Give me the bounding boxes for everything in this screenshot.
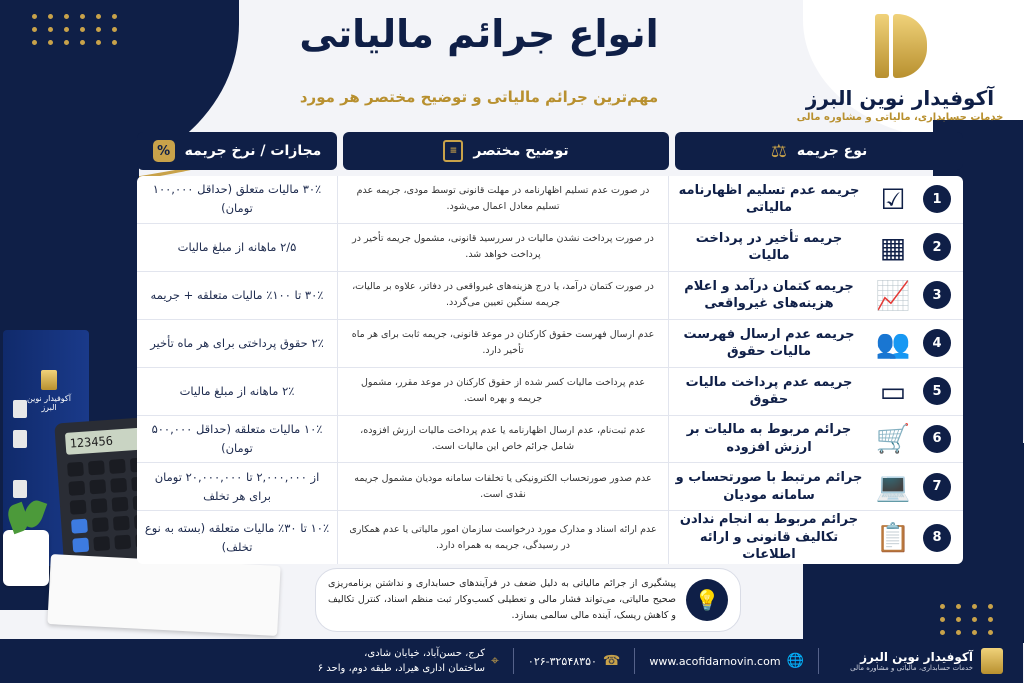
globe-icon: 🌐 [787,653,805,669]
footer [0,639,1024,683]
footer-phone[interactable] [529,653,621,669]
row-description: عدم ثبت‌نام، عدم ارسال اظهارنامه یا عدم پرداخت مالیات ارزش افزوده، شامل جرائم خاص این مالیات است. [338,416,670,463]
calculator-display: 123456 [66,427,147,455]
address-line2: ساختمان اداری هیراد، طبقه دوم، واحد ۶ [318,663,487,674]
checklist-x-icon: ☑ [881,182,907,216]
row-number: 1 [924,185,952,213]
row-number: 6 [924,425,952,453]
row-description: عدم پرداخت مالیات کسر شده از حقوق کارکنان در موعد مقرر، مشمول جریمه و بهره است. [338,368,670,415]
row-number: 5 [924,377,952,405]
binder-label: آکوفیدار نوین البرز [28,394,72,412]
row-description: در صورت عدم تسلیم اظهارنامه در مهلت قانونی توسط مودی، جریمه عدم تسلیم معادل اعمال می‌شود. [338,176,670,223]
row-type: جرائم مرتبط با صورتحساب و سامانه مودیان [676,470,864,503]
phone-number[interactable]: ۰۲۶-۳۲۵۴۸۳۵۰ [528,654,598,668]
prevention-tip [316,568,742,632]
header-type: نوع جریمه ⚖ [676,132,964,170]
website-link[interactable]: www.acofidarnovin.com [650,654,782,668]
row-number: 3 [924,281,952,309]
wallet-icon: ▭ [880,374,908,408]
footer-website[interactable] [650,653,805,669]
row-number: 4 [924,329,952,357]
table-row [138,463,964,511]
row-penalty: از ۲,۰۰۰,۰۰۰ تا ۲۰,۰۰۰,۰۰۰ تومان برای هر تخلف [155,469,321,503]
table-row [138,176,964,224]
document-icon: ≡ [444,140,464,162]
phone-icon: ☎ [603,653,622,669]
laptop-icon: 💻 [876,470,912,504]
lightbulb-icon: 💡 [687,579,729,621]
address-line1: کرج، حسن‌آباد، خیابان شادی، [365,648,487,659]
row-description: در صورت پرداخت نشدن مالیات در سررسید قانونی، مشمول جریمه تأخیر در پرداخت خواهد شد. [338,224,670,271]
row-type: جرائم مربوط به مالیات بر ارزش افزوده [687,422,853,455]
row-penalty: ۳۰٪ تا ۱۰۰٪ مالیات متعلقه + جریمه [151,287,325,302]
brand-block [796,10,1006,123]
row-description: عدم ارسال فهرست حقوق کارکنان در موعد قانونی، جریمه ثابت برای هر ماه تأخیر دارد. [338,320,670,367]
row-description: در صورت کتمان درآمد، یا درج هزینه‌های غیرواقعی در دفاتر، علاوه بر مالیات، جریمه سنگین تعیین می‌گردد. [338,272,670,319]
row-number: 7 [924,473,952,501]
tip-text: پیشگیری از جرائم مالیاتی به دلیل ضعف در فرآیندهای حسابداری و نداشتن برنامه‌ریزی صحیح مالیاتی، می‌تواند فشار مالی و تعطیلی کسب‌وکار ثبت منظم اسناد، کنترل تکالیف و کاهش ریسک، آینده مالی سالمی بسازد. [329,578,677,621]
row-type: جریمه عدم ارسال فهرست مالیات حقوق [684,326,856,360]
table-header [138,132,964,170]
percent-icon: % [154,140,176,162]
clipboard-list-icon: 📋 [876,521,912,555]
row-penalty: ۱۰٪ تا ۳۰٪ مالیات متعلقه (بسته به نوع تخلف) [145,520,331,554]
row-penalty: ۲٪ حقوق پرداختی برای هر ماه تأخیر [151,335,325,350]
page-subtitle: مهم‌ترین جرائم مالیاتی و توضیح مختصر هر مورد [300,88,660,106]
table-row [138,320,964,368]
brand-tagline: خدمات حسابداری، مالیاتی و مشاوره مالی [797,112,1005,123]
plant-illustration [4,530,50,586]
location-pin-icon: ⌖ [492,653,500,669]
gavel-icon: ⚖ [771,140,788,162]
row-type: جریمه عدم تسلیم اظهارنامه مالیاتی [679,182,861,216]
row-number: 8 [924,524,952,552]
row-penalty: ۱۰٪ مالیات متعلقه (حداقل ۵۰۰,۰۰۰ تومان) [152,422,324,455]
row-type: جریمه کتمان درآمد و اعلام هزینه‌های غیرواقعی [685,278,855,312]
footer-brand-tagline: خدمات حسابداری، مالیاتی و مشاوره مالی [851,664,974,672]
cart-icon: 🛒 [876,422,912,456]
table-row [138,416,964,464]
row-penalty: ۲٪ ماهانه از مبلغ مالیات [180,383,296,398]
table-row [138,272,964,320]
header-penalty: مجازات / نرخ جریمه % [138,132,338,170]
page-title: انواع جرائم مالیاتی [300,12,660,56]
users-icon: 👥 [876,326,912,360]
row-type: جرائم مربوط به انجام ندادن تکالیف قانونی و ارائه اطلاعات [680,512,860,563]
report-papers-illustration [48,554,281,636]
table-row [138,224,964,272]
penalty-table [138,132,964,564]
footer-brand-name: آکوفیدار نوین البرز [861,650,974,664]
brand-logo [870,10,932,82]
table-body [138,176,964,564]
row-description: عدم صدور صورتحساب الکترونیکی یا تخلفات سامانه مودیان مشمول جریمه نقدی است. [338,463,670,510]
footer-brand [834,648,1004,674]
row-description: عدم ارائه اسناد و مدارک مورد درخواست سازمان امور مالیاتی یا عدم همکاری در رسیدگی، جریمه به همراه دارد. [338,511,670,564]
decor-dots-top [30,14,118,45]
header-description: توضیح مختصر ≡ [344,132,670,170]
row-penalty: ۳۰٪ مالیات متعلق (حداقل ۱۰۰,۰۰۰ تومان) [153,182,323,216]
row-type: جریمه تأخیر در پرداخت مالیات [696,230,844,264]
footer-address [319,646,500,676]
row-type: جریمه عدم پرداخت مالیات حقوق [686,374,854,408]
brand-name: آکوفیدار نوین البرز [806,86,996,110]
row-number: 2 [924,233,952,261]
decor-dots-bottom [938,604,994,635]
table-row [138,511,964,564]
row-penalty: ۲/۵ ماهانه از مبلغ مالیات [178,239,298,254]
footer-logo [982,648,1004,674]
table-row [138,368,964,416]
chart-magnifier-icon: 📈 [876,278,912,312]
calendar-check-icon: ▦ [880,230,908,264]
